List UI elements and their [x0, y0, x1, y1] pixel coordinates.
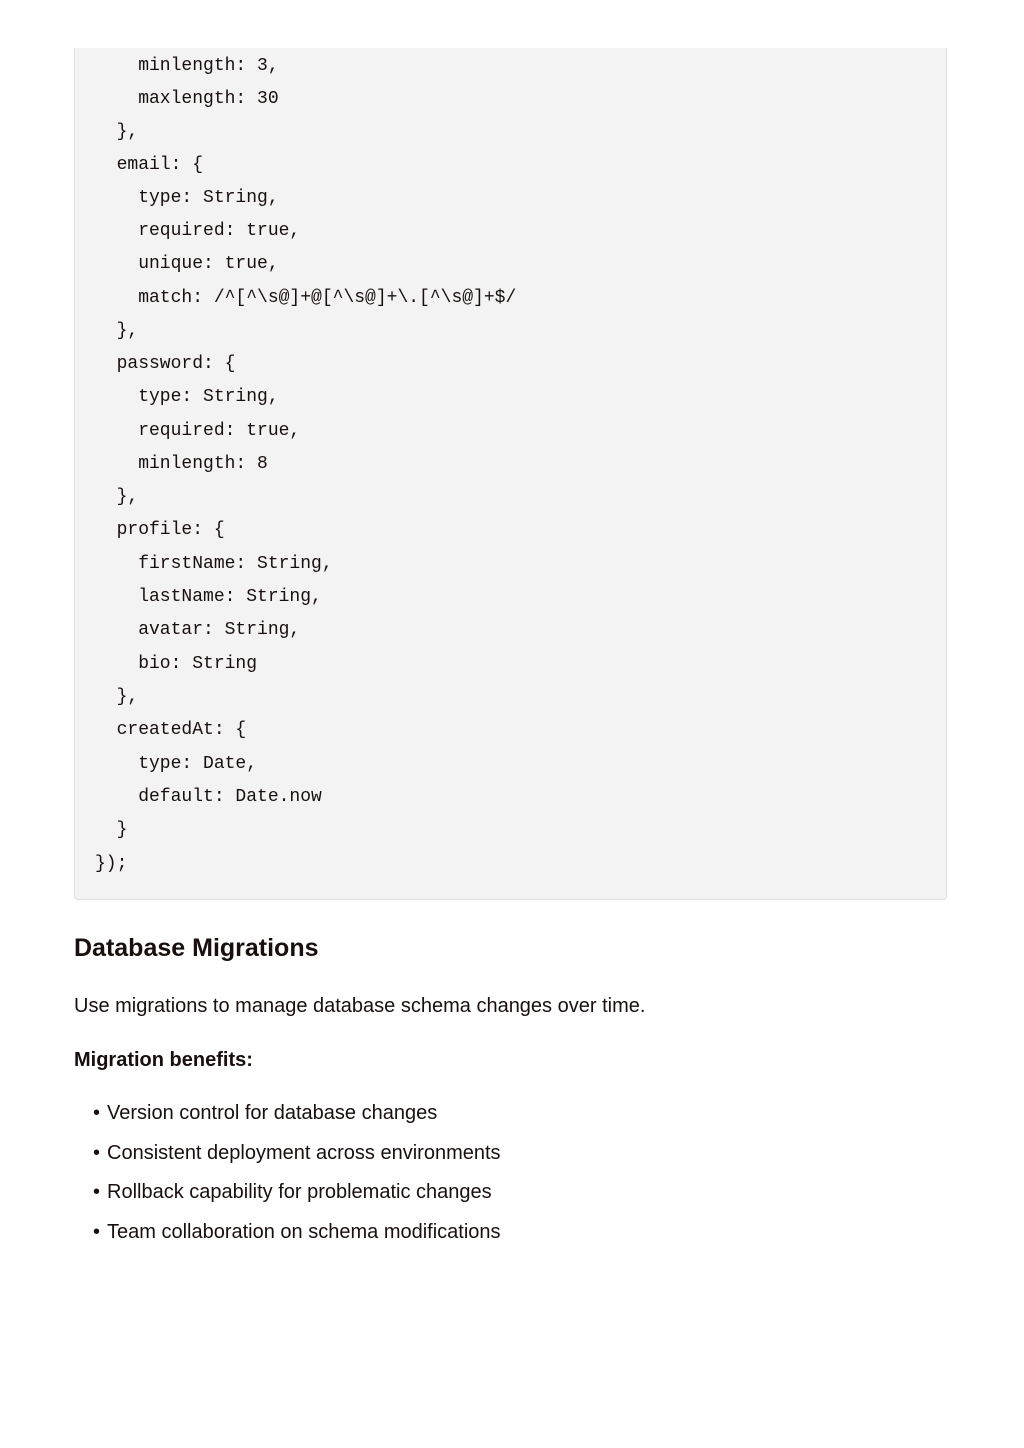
list-item [93, 1139, 501, 1179]
code-line: default: Date.now [95, 787, 322, 807]
code-line: lastName: String, [95, 587, 322, 607]
bullet-icon: • [93, 1220, 101, 1243]
list-item [93, 1099, 501, 1139]
code-line: }, [95, 687, 139, 707]
code-line: }, [95, 122, 139, 142]
code-line: maxlength: 30 [95, 89, 279, 109]
bullet-icon: • [93, 1141, 101, 1164]
list-item [93, 1178, 501, 1218]
code-line: firstName: String, [95, 554, 333, 574]
code-line: required: true, [95, 221, 301, 241]
benefits-subheading: Migration benefits: [74, 1049, 253, 1071]
code-line: password: { [95, 354, 236, 374]
code-line: } [95, 820, 128, 840]
code-line: createdAt: { [95, 720, 247, 740]
code-line: type: String, [95, 188, 279, 208]
code-line: bio: String [95, 654, 258, 674]
list-item [93, 1218, 501, 1258]
list-item-text: Team collaboration on schema modifications [107, 1220, 501, 1243]
list-item-text: Version control for database changes [107, 1102, 438, 1124]
code-line: type: Date, [95, 754, 258, 774]
list-item-text: Consistent deployment across environments [107, 1141, 501, 1164]
code-block [74, 48, 947, 900]
code-line: type: String, [95, 387, 279, 407]
code-line: }, [95, 321, 139, 341]
code-line: }); [95, 854, 128, 874]
section-heading: Database Migrations [74, 934, 319, 962]
code-line: minlength: 3, [95, 56, 279, 76]
code-line: unique: true, [95, 254, 279, 274]
code-line: avatar: String, [95, 620, 301, 640]
code-line: profile: { [95, 520, 225, 540]
bullet-icon: • [93, 1181, 101, 1203]
benefits-list [93, 1099, 501, 1257]
intro-paragraph: Use migrations to manage database schema changes over time. [74, 995, 646, 1017]
code-line: required: true, [95, 421, 301, 441]
list-item-text: Rollback capability for problematic changes [107, 1181, 492, 1203]
code-line: match: /^[^\s@]+@[^\s@]+\.[^\s@]+$/ [95, 288, 517, 308]
code-line: minlength: 8 [95, 454, 268, 474]
code-line: }, [95, 487, 139, 507]
code-line: email: { [95, 155, 204, 175]
bullet-icon: • [93, 1102, 101, 1124]
